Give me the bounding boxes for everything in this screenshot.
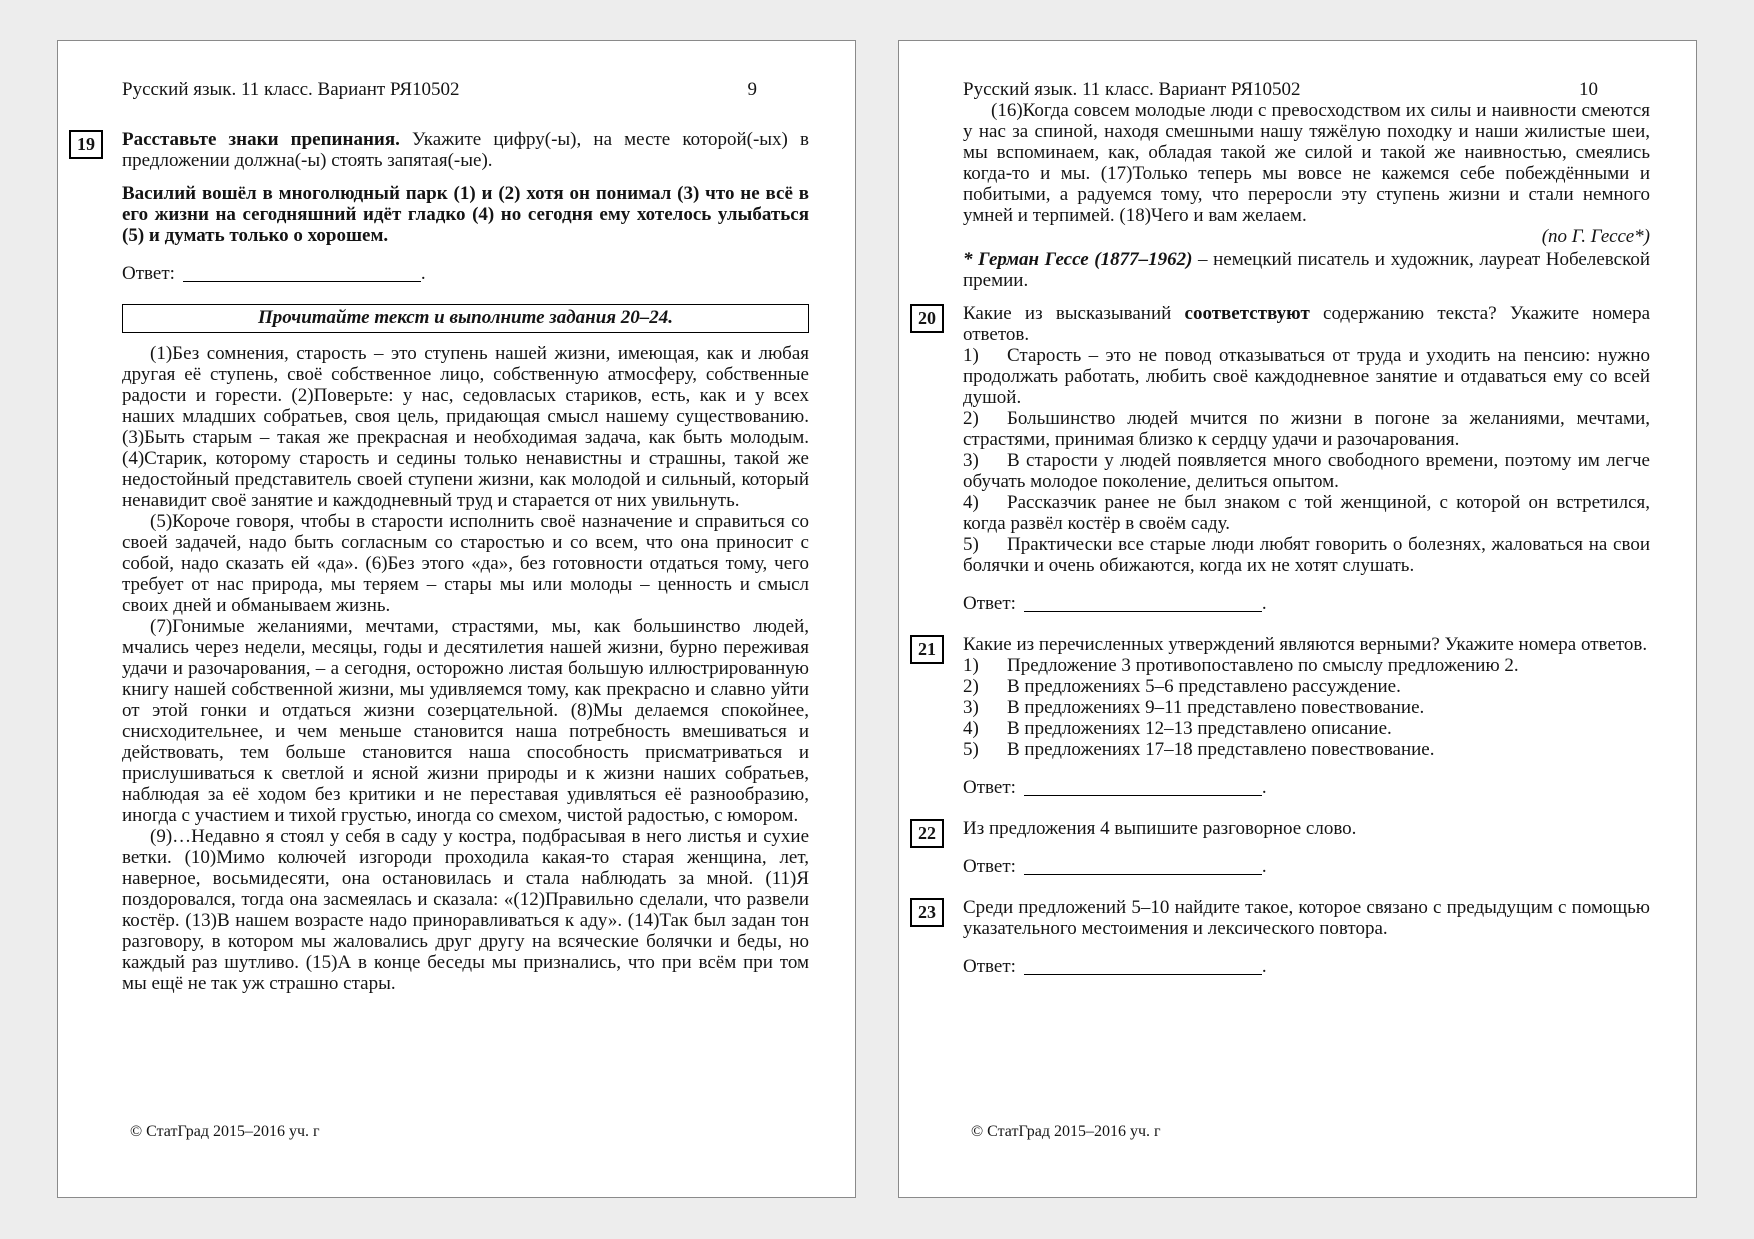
task-19-instruction bbox=[122, 129, 809, 171]
answer-label: Ответ: bbox=[963, 856, 1016, 877]
task-21-options bbox=[963, 655, 1650, 760]
task-20-question bbox=[963, 303, 1650, 345]
option-text: Рассказчик ранее не был знаком с той женщиной, с которой он встретился, когда развёл костёр в своём саду. bbox=[963, 492, 1650, 534]
option-number: 1) bbox=[963, 655, 979, 676]
page-footer: © СтатГрад 2015–2016 уч. г bbox=[971, 1123, 1161, 1140]
task-20 bbox=[918, 303, 1650, 614]
option-text: Большинство людей мчится по жизни в погоне за желаниями, мечтами, страстями, принимая близко к сердцу удачи и разочарования. bbox=[963, 408, 1650, 450]
answer-label: Ответ: bbox=[963, 777, 1016, 798]
text-paragraph-1: (1)Без сомнения, старость – это ступень нашей жизни, имеющая, как и любая другая её ступень, своё собственное лицо, собственную атмосферу, собственные радости и горести. (2)Поверьте: у нас, седовласых стариков, есть, как и у всех наших младших собратьев, своя цель, придающая смысл нашему существованию. (3)Быть старым – такая же прекрасная и необходимая задача, как быть молодым. (4)Старик, которому старость и седины только ненавистны и страшны, такой же недостойный представитель своей ступени жизни, как молодой и сильный, который ненавидит своё занятие и каждодневный труд и старается от них увильнуть. bbox=[122, 343, 809, 511]
answer-blank bbox=[1024, 858, 1262, 875]
task-22-question: Из предложения 4 выпишите разговорное слово. bbox=[963, 818, 1357, 839]
option-text: В предложениях 12–13 представлено описание. bbox=[1007, 718, 1392, 739]
option-text: В старости у людей появляется много свободного времени, поэтому им легче обучать молодое поколение, делиться опытом. bbox=[963, 450, 1650, 492]
task-20-number-box: 20 bbox=[910, 304, 944, 333]
answer-period: . bbox=[1261, 956, 1267, 977]
text-paragraph-4: (9)…Недавно я стоял у себя в саду у костра, подбрасывая в него листья и сухие ветки. (10)Мимо колючей изгороди проходила какая-то старая женщина, лет, наверное, восьмидесяти, она остановилась и стала наблюдать за мной. (11)Я поздоровался, тогда она засмеялась и сказала: «(12)Правильно сделали, что развели костёр. (13)В нашем возрасте надо приноравливаться к аду». (14)Так был задан тон разговору, в котором мы жаловались друг другу на всяческие болячки и беды, но каждый раз шутливо. (15)А в конце беседы мы признались, что при всём при том мы ещё не так уж страшно стары. bbox=[122, 826, 809, 994]
header-title: Русский язык. 11 класс. Вариант РЯ10502 bbox=[122, 79, 460, 100]
page-header bbox=[122, 79, 809, 100]
answer-period: . bbox=[1261, 777, 1267, 798]
task-20-option-2 bbox=[963, 408, 1650, 450]
answer-label: Ответ: bbox=[963, 593, 1016, 614]
option-number: 2) bbox=[963, 676, 979, 697]
reading-text-continuation bbox=[963, 100, 1650, 226]
answer-blank bbox=[1024, 958, 1262, 975]
option-number: 5) bbox=[963, 739, 979, 760]
task-21-option-4 bbox=[963, 718, 1650, 739]
page-number: 9 bbox=[747, 79, 757, 100]
task-20-answer-line bbox=[963, 593, 1650, 614]
option-text: Практически все старые люди любят говорить о болезнях, жаловаться на свои болячки и очень обижаются, когда их не хотят слушать. bbox=[963, 534, 1650, 576]
task-19 bbox=[77, 129, 809, 284]
option-number: 3) bbox=[963, 697, 979, 718]
task-21 bbox=[918, 634, 1650, 798]
task-19-number-box: 19 bbox=[69, 130, 103, 159]
task-19-answer-line bbox=[122, 263, 809, 284]
option-number: 4) bbox=[963, 492, 979, 513]
option-text: Старость – это не повод отказываться от труда и уходить на пенсию: нужно продолжать работать, любить своё каждодневное занятие и отдаваться ему со всей душой. bbox=[963, 345, 1650, 408]
task-23 bbox=[918, 897, 1650, 977]
answer-period: . bbox=[1261, 593, 1267, 614]
task-23-answer-line bbox=[963, 956, 1650, 977]
task-20-option-5 bbox=[963, 534, 1650, 576]
option-number: 2) bbox=[963, 408, 979, 429]
page-header bbox=[963, 79, 1650, 100]
task-21-option-1 bbox=[963, 655, 1650, 676]
answer-period: . bbox=[1261, 856, 1267, 877]
option-number: 5) bbox=[963, 534, 979, 555]
option-text: В предложениях 9–11 представлено повествование. bbox=[1007, 697, 1425, 718]
task-20-question-bold: соответствуют bbox=[1184, 303, 1310, 324]
text-attribution: (по Г. Гессе*) bbox=[1541, 226, 1650, 247]
task-20-option-1 bbox=[963, 345, 1650, 408]
task-21-option-2 bbox=[963, 676, 1650, 697]
task-21-answer-line bbox=[963, 777, 1650, 798]
task-20-question-pre: Какие из высказываний bbox=[963, 303, 1185, 324]
task-21-question: Какие из перечисленных утверждений являются верными? Укажите номера ответов. bbox=[963, 634, 1648, 655]
author-footnote-rest: – немецкий писатель и художник, лауреат Нобелевской премии. bbox=[963, 249, 1651, 291]
task-20-question-post: содержанию текста? Укажите номера ответов. bbox=[963, 303, 1650, 345]
task-21-option-5 bbox=[963, 739, 1650, 760]
page-10 bbox=[898, 40, 1697, 1198]
task-20-option-4 bbox=[963, 492, 1650, 534]
option-number: 1) bbox=[963, 345, 979, 366]
page-9 bbox=[57, 40, 856, 1198]
answer-label: Ответ: bbox=[122, 263, 175, 284]
answer-blank bbox=[183, 265, 421, 282]
task-19-instruction-bold: Расставьте знаки препинания. bbox=[122, 129, 400, 150]
answer-period: . bbox=[420, 263, 426, 284]
page-number: 10 bbox=[1579, 79, 1598, 100]
reading-text bbox=[122, 343, 809, 994]
page-footer: © СтатГрад 2015–2016 уч. г bbox=[130, 1123, 320, 1140]
task-22-number-box: 22 bbox=[910, 819, 944, 848]
header-title: Русский язык. 11 класс. Вариант РЯ10502 bbox=[963, 79, 1301, 100]
option-text: В предложениях 17–18 представлено повествование. bbox=[1007, 739, 1435, 760]
author-footnote-name: * Герман Гессе (1877–1962) bbox=[963, 249, 1193, 270]
read-text-instruction-box bbox=[122, 304, 809, 333]
answer-label: Ответ: bbox=[963, 956, 1016, 977]
task-21-number-box: 21 bbox=[910, 635, 944, 664]
text-paragraph-2: (5)Короче говоря, чтобы в старости исполнить своё назначение и справиться со своей задачей, надо быть согласным со старостью и со всем, что она приносит с собой, надо сказать ей «да». (6)Без этого «да», без готовности отдаться тому, чего требует от нас природа, мы теряем – стары мы или молоды – ценность и смысл своих дней и обманываем жизнь. bbox=[122, 511, 809, 616]
task-20-option-3 bbox=[963, 450, 1650, 492]
text-paragraph-5: (16)Когда совсем молодые люди с превосходством их силы и наивности смеются у нас за спиной, находя смешными нашу тяжёлую походку и наши жилистые шеи, мы вспоминаем, как, обладая такой же силой и такой же наивностью, смеялись когда-то и мы. (17)Только теперь мы вовсе не кажемся себе побеждёнными и побитыми, а радуемся тому, что переросли эту ступень жизни и стали немного умней и терпимей. (18)Чего и вам желаем. bbox=[963, 100, 1650, 226]
answer-blank bbox=[1024, 779, 1262, 796]
task-21-option-3 bbox=[963, 697, 1650, 718]
option-number: 4) bbox=[963, 718, 979, 739]
option-text: Предложение 3 противопоставлено по смыслу предложению 2. bbox=[1007, 655, 1519, 676]
task-22-answer-line bbox=[963, 856, 1650, 877]
author-footnote bbox=[963, 249, 1650, 291]
task-19-sentence: Василий вошёл в многолюдный парк (1) и (2) хотя он понимал (3) что не всё в его жизни на сегодняшний идёт гладко (4) но сегодня ему хотелось улыбаться (5) и думать только о хорошем. bbox=[122, 183, 809, 246]
task-23-number-box: 23 bbox=[910, 898, 944, 927]
task-23-question: Среди предложений 5–10 найдите такое, которое связано с предыдущим с помощью указательного местоимения и лексического повтора. bbox=[963, 897, 1650, 939]
task-20-options bbox=[963, 345, 1650, 576]
task-19-instruction-rest: Укажите цифру(-ы), на месте которой(-ых) в предложении должна(-ы) стоять запятая(-ые). bbox=[122, 129, 809, 171]
read-text-instruction: Прочитайте текст и выполните задания 20–24. bbox=[257, 307, 674, 328]
option-number: 3) bbox=[963, 450, 979, 471]
option-text: В предложениях 5–6 представлено рассуждение. bbox=[1007, 676, 1401, 697]
text-paragraph-3: (7)Гонимые желаниями, мечтами, страстями, мы, как большинство людей, мчались через недели, месяцы, годы и десятилетия нашей жизни, бурно переживая удачи и разочарования, – а сегодня, осторожно листая большую иллюстрированную книгу нашей собственной жизни, мы удивляемся тому, как прекрасно и славно уйти от этой гонки и отдаться жизни созерцательной. (8)Мы делаемся спокойнее, снисходительнее, и чем меньше становится наша потребность вмешиваться и действовать, тем больше становится наша способность присматриваться и прислушиваться к светлой и ясной жизни природы и к жизни наших собратьев, наблюдая за её ходом без критики и не переставая удивляться её разнообразию, иногда с участием и тихой грустью, иногда со смехом, чистой радостью, с юмором. bbox=[122, 616, 809, 826]
answer-blank bbox=[1024, 595, 1262, 612]
task-22 bbox=[918, 818, 1650, 877]
